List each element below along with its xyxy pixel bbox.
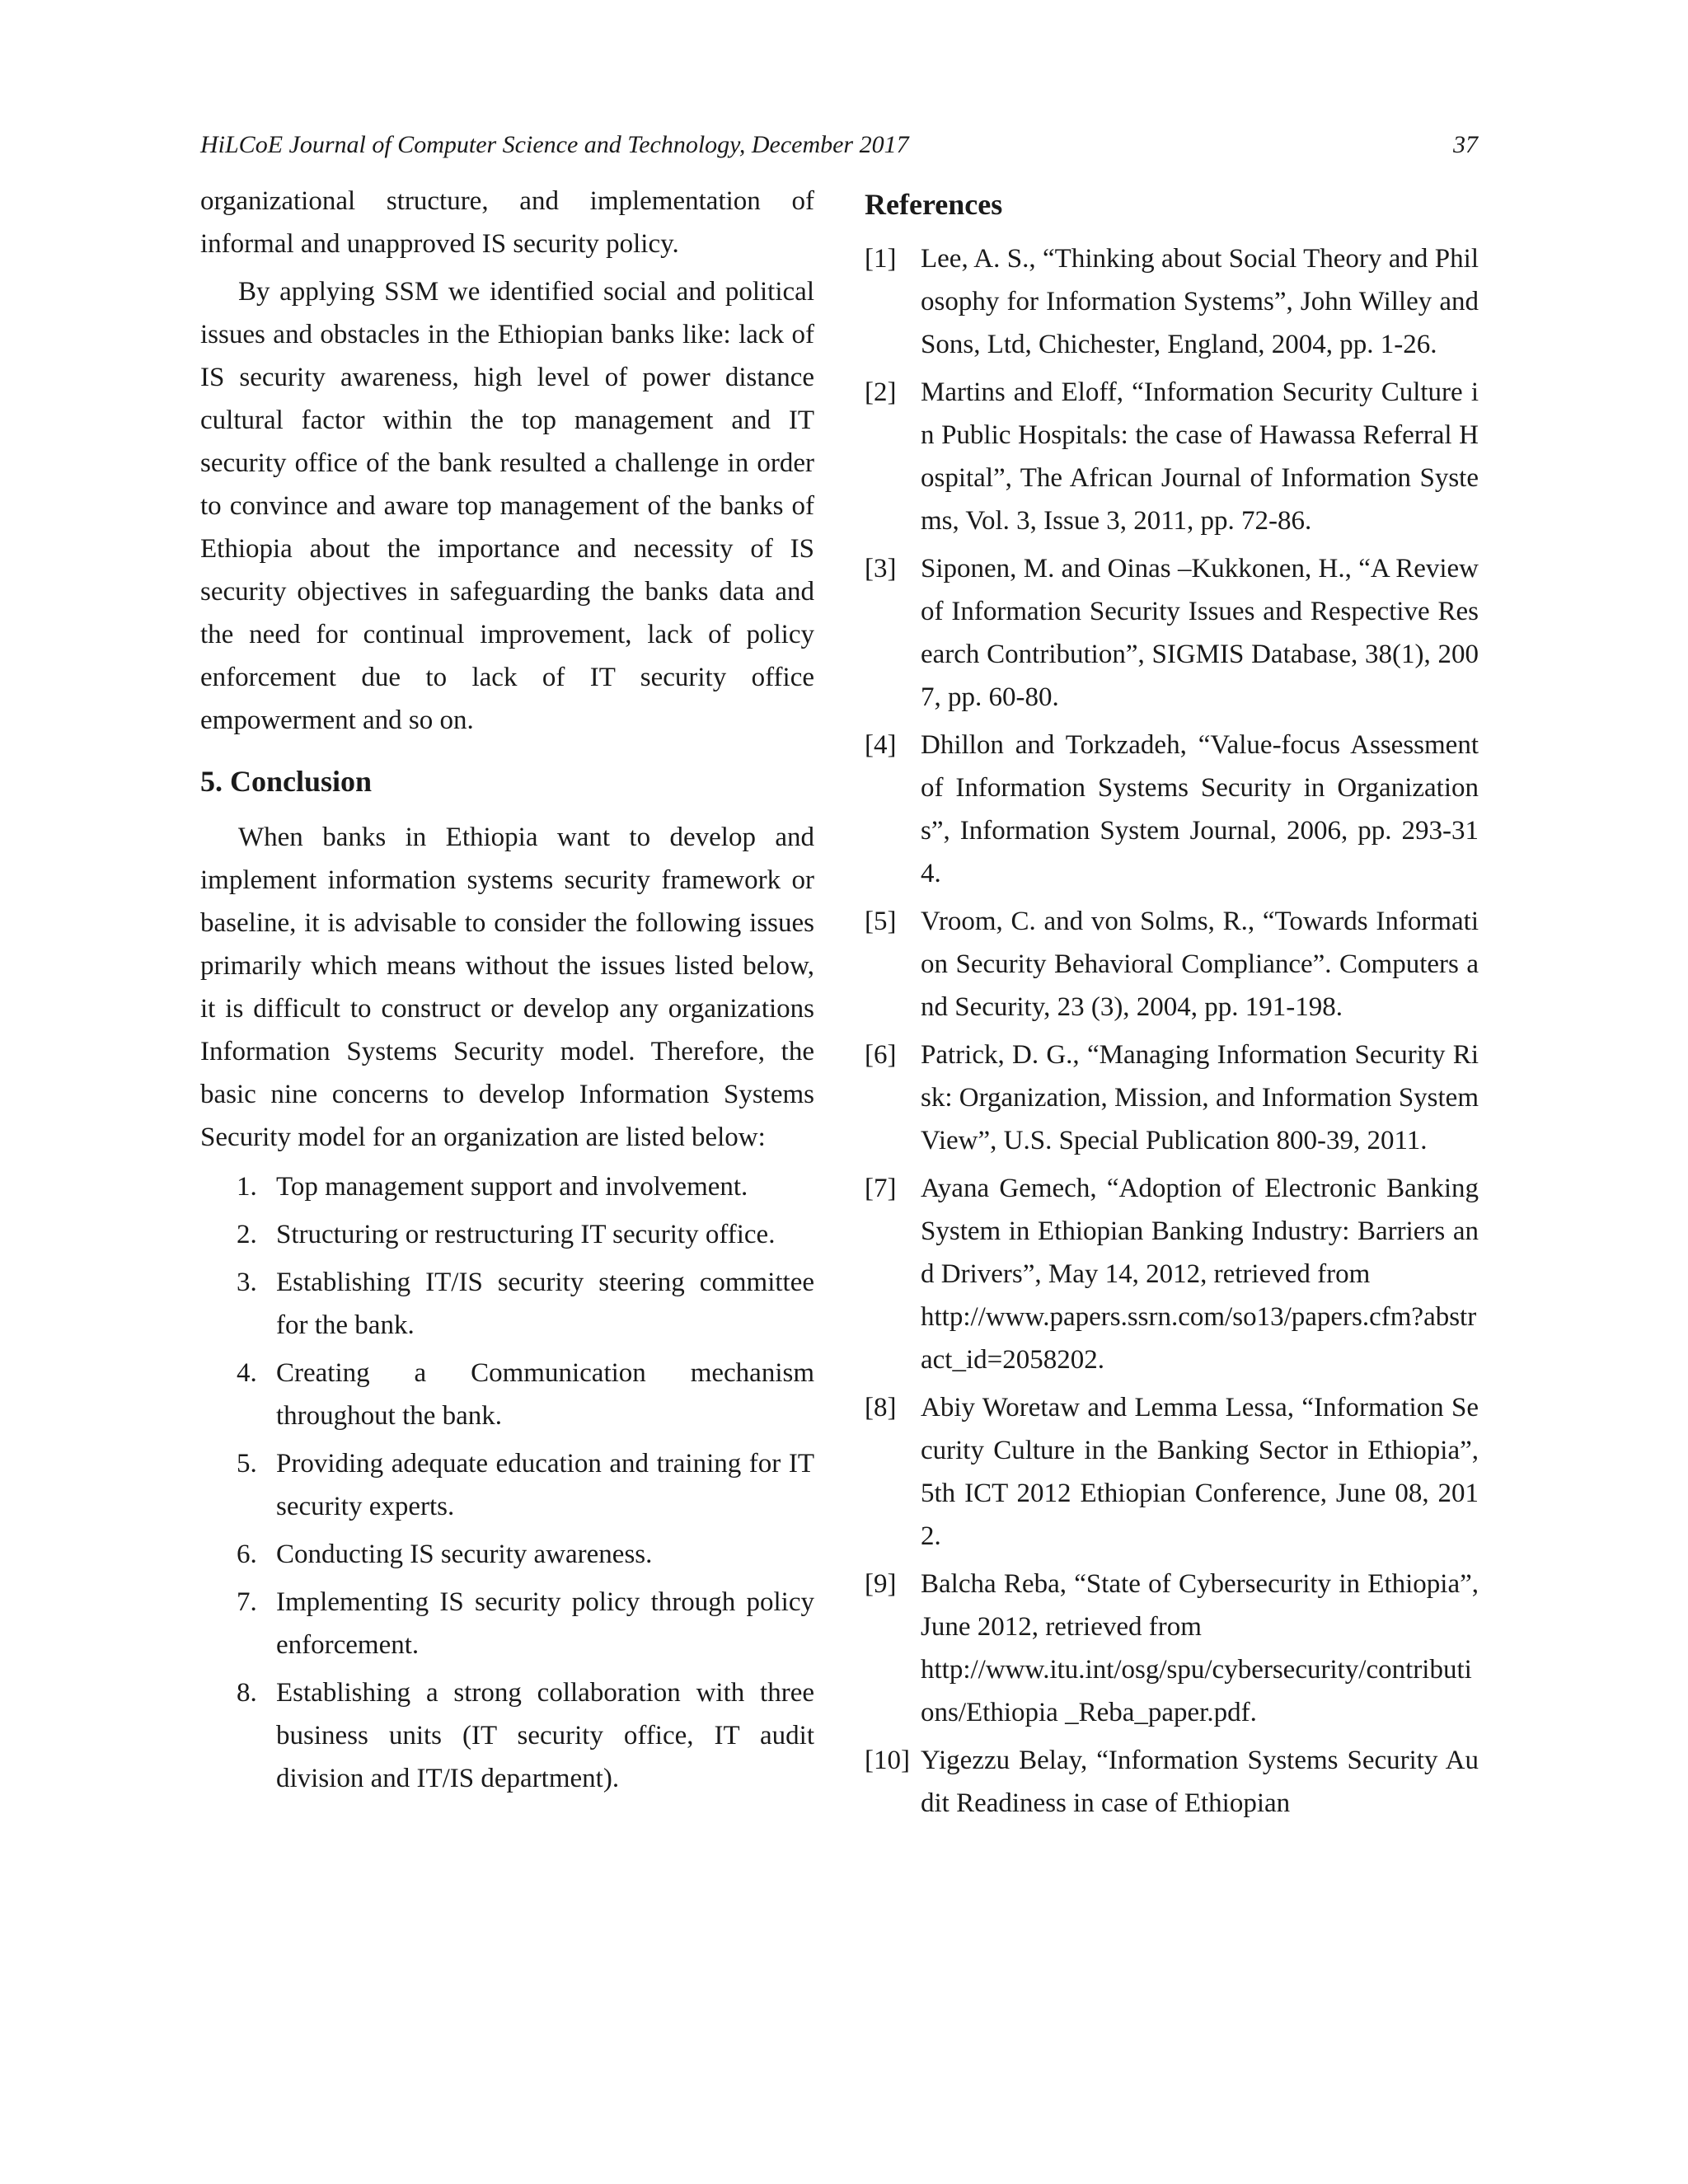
reference-entry: [865, 1386, 1479, 1558]
references-heading: References: [865, 188, 1003, 221]
list-item: [200, 1442, 814, 1528]
list-item-text: Providing adequate education and training for IT security experts.: [276, 1449, 814, 1521]
left-column: [200, 180, 814, 1805]
conclusion-heading: 5. Conclusion: [200, 765, 373, 798]
list-item-number: 7.: [237, 1587, 257, 1617]
reference-number: [4]: [865, 730, 897, 760]
list-item: [200, 1165, 814, 1208]
reference-text: Siponen, M. and Oinas –Kukkonen, H., “A Review of Information Security Issues and Respective Research Contribution”, SIGMIS Database, 38(1), 2007, pp. 60-80.: [921, 554, 1479, 712]
list-item-number: 5.: [237, 1449, 257, 1479]
list-item-number: 1.: [237, 1172, 257, 1202]
reference-number: [2]: [865, 377, 897, 407]
list-item: [200, 1533, 814, 1576]
list-item-number: 2.: [237, 1220, 257, 1249]
list-item-text: Structuring or restructuring IT security office.: [276, 1220, 776, 1249]
reference-text: Abiy Woretaw and Lemma Lessa, “Information Security Culture in the Banking Sector in Ethiopia”, 5th ICT 2012 Ethiopian Conference, June 08, 2012.: [921, 1393, 1479, 1551]
right-column: [865, 180, 1479, 1830]
list-item-text: Implementing IS security policy through policy enforcement.: [276, 1587, 814, 1660]
reference-number: [5]: [865, 907, 897, 936]
reference-text: Lee, A. S., “Thinking about Social Theory and Philosophy for Information Systems”, John Willey and Sons, Ltd, Chichester, England, 2004, pp. 1-26.: [921, 244, 1479, 359]
reference-entry: [865, 900, 1479, 1029]
list-item: [200, 1671, 814, 1800]
list-item-text: Conducting IS security awareness.: [276, 1540, 653, 1569]
list-item-number: 3.: [237, 1268, 257, 1297]
conclusion-paragraph: When banks in Ethiopia want to develop and implement information systems security framework or baseline, it is advisable to consider the following issues primarily which means without the issues listed below, it is difficult to construct or develop any organizations Information Systems Security model. Therefore, the basic nine concerns to develop Information Systems Security model for an organization are listed below:: [200, 823, 814, 1152]
reference-entry: [865, 1563, 1479, 1734]
reference-entry: [865, 724, 1479, 895]
reference-entry: [865, 237, 1479, 366]
reference-text: Martins and Eloff, “Information Security Culture in Public Hospitals: the case of Hawassa Referral Hospital”, The African Journal of Information Systems, Vol. 3, Issue 3, 2011, pp. 72-86.: [921, 377, 1479, 536]
reference-entry: [865, 1033, 1479, 1162]
page-number: 37: [1453, 131, 1478, 158]
reference-text: Vroom, C. and von Solms, R., “Towards Information Security Behavioral Compliance”. Computers and Security, 23 (3), 2004, pp. 191-198.: [921, 907, 1479, 1022]
reference-entry: [865, 371, 1479, 542]
list-item-text: Establishing IT/IS security steering committee for the bank.: [276, 1268, 814, 1340]
reference-number: [6]: [865, 1040, 897, 1070]
reference-number: [9]: [865, 1569, 897, 1599]
reference-url: http://www.itu.int/osg/spu/cybersecurity/contributions/Ethiopia _Reba_paper.pdf.: [921, 1655, 1472, 1727]
reference-text: Dhillon and Torkzadeh, “Value-focus Assessment of Information Systems Security in Organizations”, Information System Journal, 2006, pp. 293-314.: [921, 730, 1479, 888]
running-header: [200, 129, 1478, 162]
reference-text: Yigezzu Belay, “Information Systems Security Audit Readiness in case of Ethiopian: [921, 1746, 1479, 1818]
reference-url: http://www.papers.ssrn.com/so13/papers.cfm?abstract_id=2058202.: [921, 1302, 1477, 1375]
body-paragraph: By applying SSM we identified social and political issues and obstacles in the Ethiopian banks like: lack of IS security awareness, high level of power distance cultural factor within the top management and IT security office of the bank resulted a challenge in order to convince and aware top management of the banks of Ethiopia about the importance and necessity of IS security objectives in safeguarding the banks data and the need for continual improvement, lack of policy enforcement due to lack of IT security office empowerment and so on.: [200, 277, 814, 735]
reference-entry: [865, 1167, 1479, 1381]
list-item: [200, 1352, 814, 1437]
concerns-list: [200, 1165, 814, 1800]
reference-text: Balcha Reba, “State of Cybersecurity in Ethiopia”, June 2012, retrieved from: [921, 1569, 1479, 1642]
reference-text: Patrick, D. G., “Managing Information Security Risk: Organization, Mission, and Information System View”, U.S. Special Publication 800-39, 2011.: [921, 1040, 1479, 1155]
list-item-text: Creating a Communication mechanism throughout the bank.: [276, 1358, 814, 1431]
reference-number: [3]: [865, 554, 897, 583]
reference-entry: [865, 547, 1479, 719]
list-item: [200, 1213, 814, 1256]
reference-entry: [865, 1739, 1479, 1825]
reference-number: [1]: [865, 244, 897, 274]
journal-title: HiLCoE Journal of Computer Science and Technology, December 2017: [200, 131, 909, 158]
list-item: [200, 1261, 814, 1347]
reference-number: [10]: [865, 1746, 910, 1775]
list-item-number: 8.: [237, 1678, 257, 1708]
reference-number: [7]: [865, 1174, 897, 1203]
list-item: [200, 1581, 814, 1666]
reference-text: Ayana Gemech, “Adoption of Electronic Banking System in Ethiopian Banking Industry: Barriers and Drivers”, May 14, 2012, retrieved from: [921, 1174, 1479, 1289]
body-paragraph: organizational structure, and implementation of informal and unapproved IS security policy.: [200, 186, 814, 259]
list-item-number: 4.: [237, 1358, 257, 1388]
list-item-text: Top management support and involvement.: [276, 1172, 748, 1202]
list-item-text: Establishing a strong collaboration with three business units (IT security office, IT audit division and IT/IS department).: [276, 1678, 814, 1793]
reference-number: [8]: [865, 1393, 897, 1422]
list-item-number: 6.: [237, 1540, 257, 1569]
